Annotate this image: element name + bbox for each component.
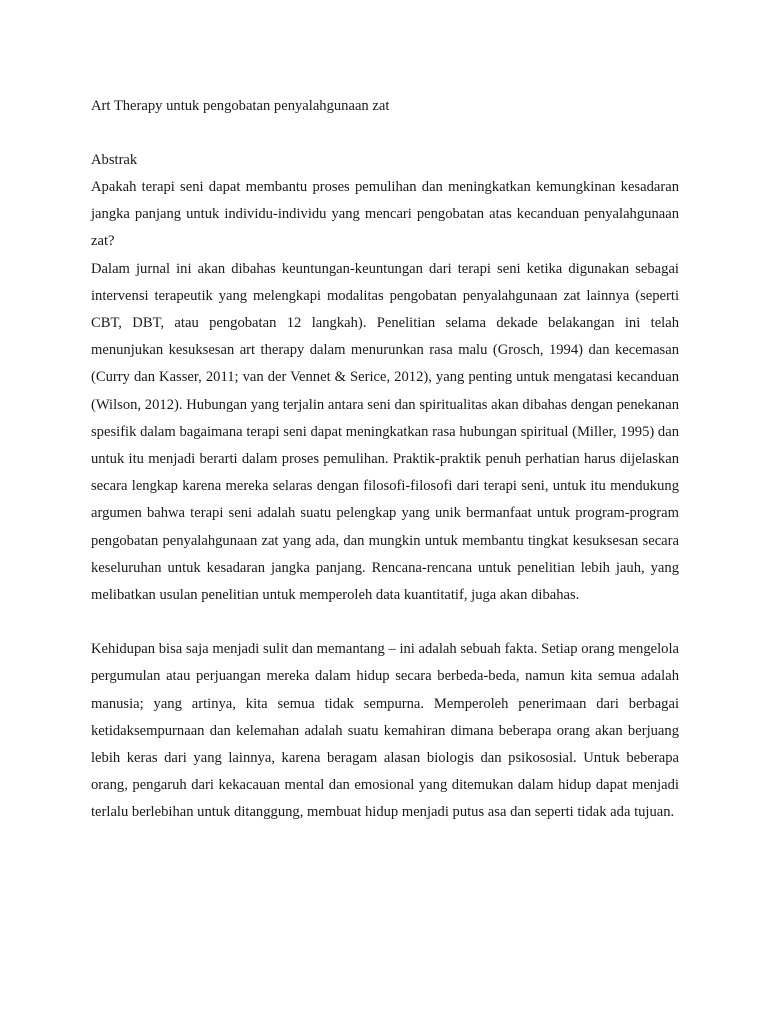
document-title: Art Therapy untuk pengobatan penyalahgunaan zat: [91, 98, 390, 114]
paragraph-introduction: Kehidupan bisa saja menjadi sulit dan memantang – ini adalah sebuah fakta. Setiap orang mengelola pergumulan atau perjuangan mereka dalam hidup secara berbeda-beda, namun kita semua adalah manusia; yang artinya, kita semua tidak sempurna. Memperoleh penerimaan dari berbagai ketidaksempurnaan dan kelemahan adalah suatu kemahiran dimana beberapa orang akan berjuang lebih keras dari yang lainnya, karena beragam alasan biologis dan psikososial. Untuk beberapa orang, pengaruh dari kekacauan mental dan emosional yang ditemukan dalam hidup dapat menjadi terlalu berlebihan untuk ditanggung, membuat hidup menjadi putus asa dan seperti tidak ada tujuan.: [91, 641, 679, 821]
document-body: [91, 93, 679, 827]
paragraph-abstract-question: Apakah terapi seni dapat membantu proses pemulihan dan meningkatkan kemungkinan kesadaran jangka panjang untuk individu-individu yang mencari pengobatan atas kecanduan penyalahgunaan zat?: [91, 179, 679, 250]
paragraph-abstract-body: Dalam jurnal ini akan dibahas keuntungan-keuntungan dari terapi seni ketika digunakan sebagai intervensi terapeutik yang melengkapi modalitas pengobatan penyalahgunaan zat lainnya (seperti CBT, DBT, atau pengobatan 12 langkah). Penelitian selama dekade belakangan ini telah menunjukan kesuksesan art therapy dalam menurunkan rasa malu (Grosch, 1994) dan kecemasan (Curry dan Kasser, 2011; van der Vennet & Serice, 2012), yang penting untuk mengatasi kecanduan (Wilson, 2012). Hubungan yang terjalin antara seni dan spiritualitas akan dibahas dengan penekanan spesifik dalam bagaimana terapi seni dapat meningkatkan rasa hubungan spiritual (Miller, 1995) dan untuk itu menjadi berarti dalam proses pemulihan. Praktik-praktik penuh perhatian harus dijelaskan secara lengkap karena mereka selaras dengan filosofi-filosofi dari terapi seni, untuk itu mendukung argumen bahwa terapi seni adalah suatu pelengkap yang unik bermanfaat untuk program-program pengobatan penyalahgunaan zat yang ada, dan mungkin untuk membantu tingkat kesuksesan secara keseluruhan untuk kesadaran jangka panjang. Rencana-rencana untuk penelitian lebih jauh, yang melibatkan usulan penelitian untuk memperoleh data kuantitatif, juga akan dibahas.: [91, 260, 679, 604]
abstract-heading: Abstrak: [91, 152, 138, 168]
